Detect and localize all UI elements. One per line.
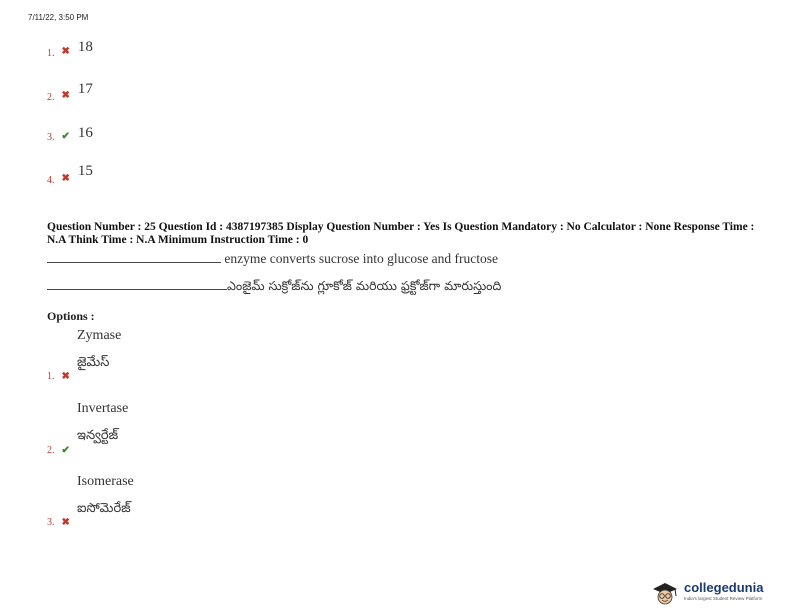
- question-text-english: [47, 251, 498, 267]
- option-number: 2.: [47, 92, 55, 103]
- question-text-telugu: [47, 278, 501, 297]
- option-number: 3.: [47, 517, 55, 528]
- option-number: 4.: [47, 175, 55, 186]
- logo-name: collegedunia: [684, 580, 764, 595]
- option-2-telugu: ఇన్వర్టేజ్: [77, 428, 119, 443]
- prev-option-2: [47, 80, 93, 103]
- cross-icon: ✖: [61, 173, 70, 184]
- option-number: 1.: [47, 371, 55, 382]
- question-metadata: Question Number : 25 Question Id : 4387197385 Display Question Number : Yes Is Question Mandatory : No Calculator : None Response Time : N.A Think Time : N.A Minimum Instruction Time : 0: [47, 221, 755, 246]
- option-number: 2.: [47, 445, 55, 456]
- collegedunia-logo: [650, 581, 763, 605]
- check-icon: ✔: [61, 445, 70, 456]
- cross-icon: ✖: [61, 46, 70, 57]
- check-icon: ✔: [61, 131, 70, 142]
- option-3-marker: [47, 512, 70, 530]
- option-1-marker: [47, 366, 70, 384]
- prev-option-3: [47, 124, 93, 142]
- option-text: 16: [77, 125, 93, 141]
- blank-line: [47, 262, 221, 263]
- options-label: Options :: [47, 309, 95, 323]
- blank-line: [47, 289, 227, 290]
- option-2-english: Invertase: [77, 401, 129, 416]
- option-3-english: Isomerase: [77, 474, 134, 489]
- option-text: 15: [77, 163, 93, 179]
- option-number: 1.: [47, 48, 55, 59]
- option-3-telugu: ఐసోమెరేజ్: [77, 501, 131, 516]
- option-1-english: Zymase: [77, 328, 122, 343]
- prev-option-4: [47, 162, 93, 186]
- question-text-en: enzyme converts sucrose into glucose and fructose: [221, 251, 499, 266]
- option-2-marker: [47, 440, 70, 458]
- cross-icon: ✖: [61, 371, 70, 382]
- cross-icon: ✖: [61, 517, 70, 528]
- option-1-telugu: జైమేస్: [77, 355, 110, 370]
- logo-tagline: India's largest Student Review Platform: [684, 596, 763, 601]
- option-text: 17: [77, 81, 93, 97]
- option-text: 18: [77, 39, 93, 55]
- prev-option-1: [47, 38, 93, 59]
- option-number: 3.: [47, 132, 55, 143]
- mascot-icon: [650, 581, 680, 605]
- cross-icon: ✖: [61, 90, 70, 101]
- question-text-te: ఎంజైమ్ సుక్రోజ్‌ను గ్లూకోజ్ మరియు ఫ్రక్టోజ్‌గా మారుస్తుంది: [227, 278, 502, 293]
- print-timestamp: 7/11/22, 3:50 PM: [28, 13, 89, 22]
